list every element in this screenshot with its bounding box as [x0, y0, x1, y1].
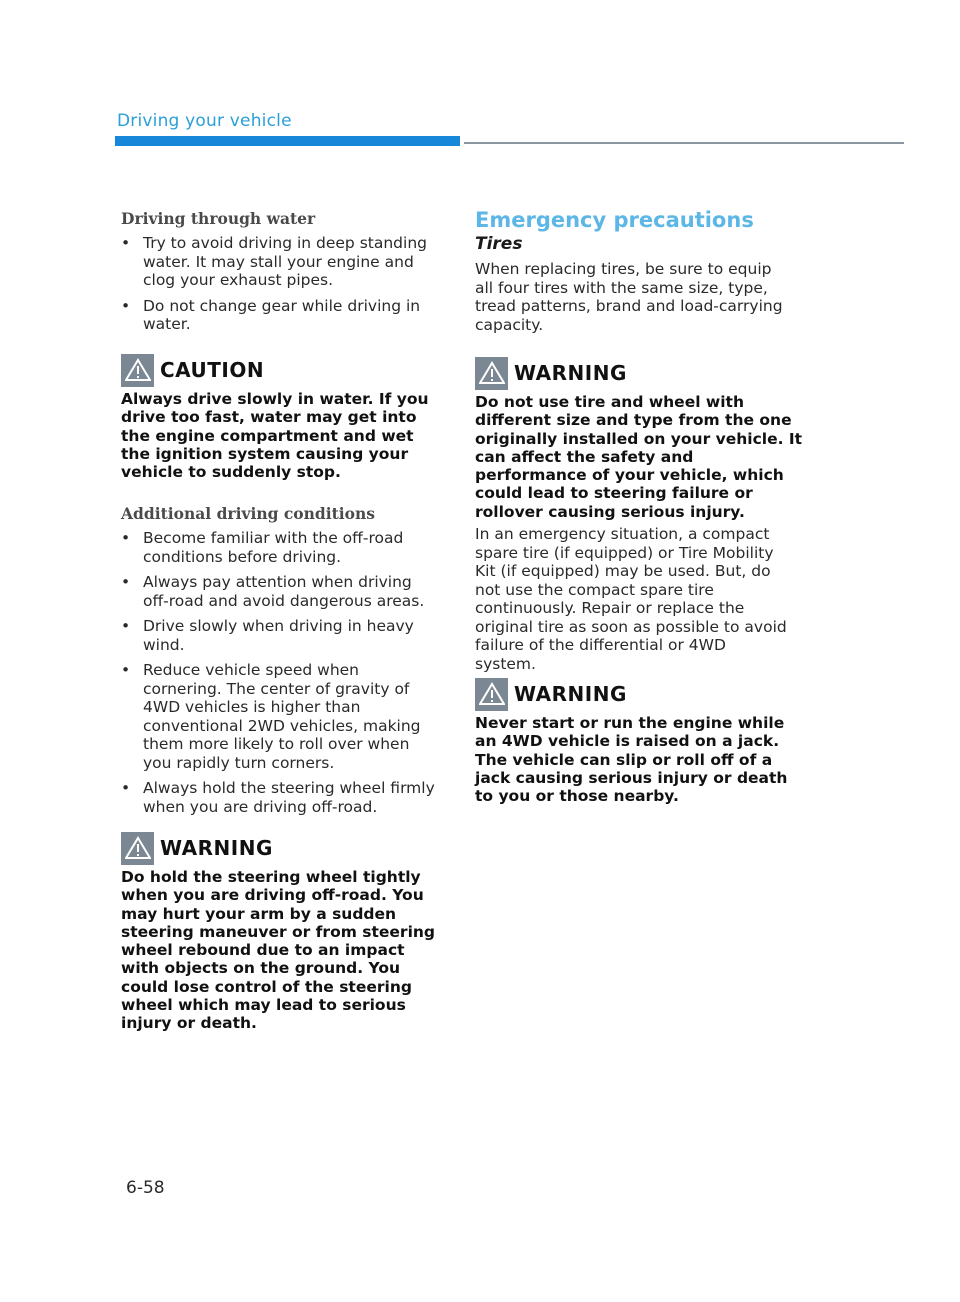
bullet-icon: • [121, 661, 131, 679]
warning-label: WARNING [514, 682, 627, 706]
tires-paragraph: When replacing tires, be sure to equip all four tires with the same size, type, tread patterns, brand and load-carrying capacity. [475, 260, 783, 334]
warning-triangle-icon [121, 832, 154, 865]
bullet-icon: • [121, 296, 131, 315]
warning-label: WARNING [514, 361, 627, 385]
warning-text-right-2: Never start or run the engine while an 4WD vehicle is raised on a jack. The vehicle can slip or roll off of a jack causing serious injury or death to you or those nearby. [475, 714, 788, 806]
caution-header [121, 353, 264, 387]
list-item: • Always hold the steering wheel firmly when you are driving off-road. [121, 779, 435, 816]
tires-heading: Tires [475, 234, 523, 254]
header-rule [464, 142, 904, 144]
warning-header-right-2 [475, 677, 627, 711]
additional-bullet-list [121, 529, 441, 823]
warning-header-right-1 [475, 356, 627, 390]
list-item: • Reduce vehicle speed when cornering. The center of gravity of 4WD vehicles is higher than conventional 2WD vehicles, making them more likely to roll over when you rapidly turn corners. [121, 661, 421, 772]
warning-label: WARNING [160, 836, 273, 860]
water-heading: Driving through water [121, 209, 316, 228]
warning-text-left: Do hold the steering wheel tightly when you are driving off-road. You may hurt your arm by a sudden steering maneuver or from steering wheel rebound due to an impact with objects on the ground. You could lose control of the steering wheel which may lead to serious injury or death. [121, 868, 436, 1033]
header-accent-bar [115, 136, 460, 146]
warning-triangle-icon [475, 357, 508, 390]
list-item: • Drive slowly when driving in heavy wind. [121, 617, 414, 654]
page-number: 6-58 [126, 1178, 165, 1198]
bullet-icon: • [121, 573, 131, 591]
water-bullet-list [121, 234, 439, 341]
bullet-icon: • [121, 617, 131, 635]
list-item: • Become familiar with the off-road conditions before driving. [121, 529, 404, 566]
additional-heading: Additional driving conditions [121, 504, 376, 523]
warning-text-right-1: Do not use tire and wheel with different size and type from the one originally installed on your vehicle. It can affect the safety and performance of your vehicle, which could lead to steering failure or rollover causing serious injury. [475, 393, 803, 521]
header-title: Driving your vehicle [117, 111, 292, 131]
emergency-paragraph: In an emergency situation, a compact spare tire (if equipped) or Tire Mobility Kit (if equipped) may be used. But, do not use the compact spare tire continuously. Repair or replace the original tire as soon as possible to avoid failure of the differential or 4WD system. [475, 525, 787, 673]
list-item: • Always pay attention when driving off-road and avoid dangerous areas. [121, 573, 425, 610]
section-title: Emergency precautions [475, 208, 754, 232]
warning-header-left [121, 831, 273, 865]
warning-triangle-icon [475, 678, 508, 711]
caution-label: CAUTION [160, 358, 265, 382]
list-item: • Do not change gear while driving in water. [121, 296, 421, 333]
bullet-icon: • [121, 779, 131, 797]
bullet-icon: • [121, 234, 131, 252]
list-item: • Try to avoid driving in deep standing water. It may stall your engine and clog your exhaust pipes. [121, 234, 427, 289]
bullet-icon: • [121, 529, 131, 547]
warning-triangle-icon [121, 354, 154, 387]
caution-text: Always drive slowly in water. If you drive too fast, water may get into the engine compartment and wet the ignition system causing your vehicle to suddenly stop. [121, 390, 429, 482]
